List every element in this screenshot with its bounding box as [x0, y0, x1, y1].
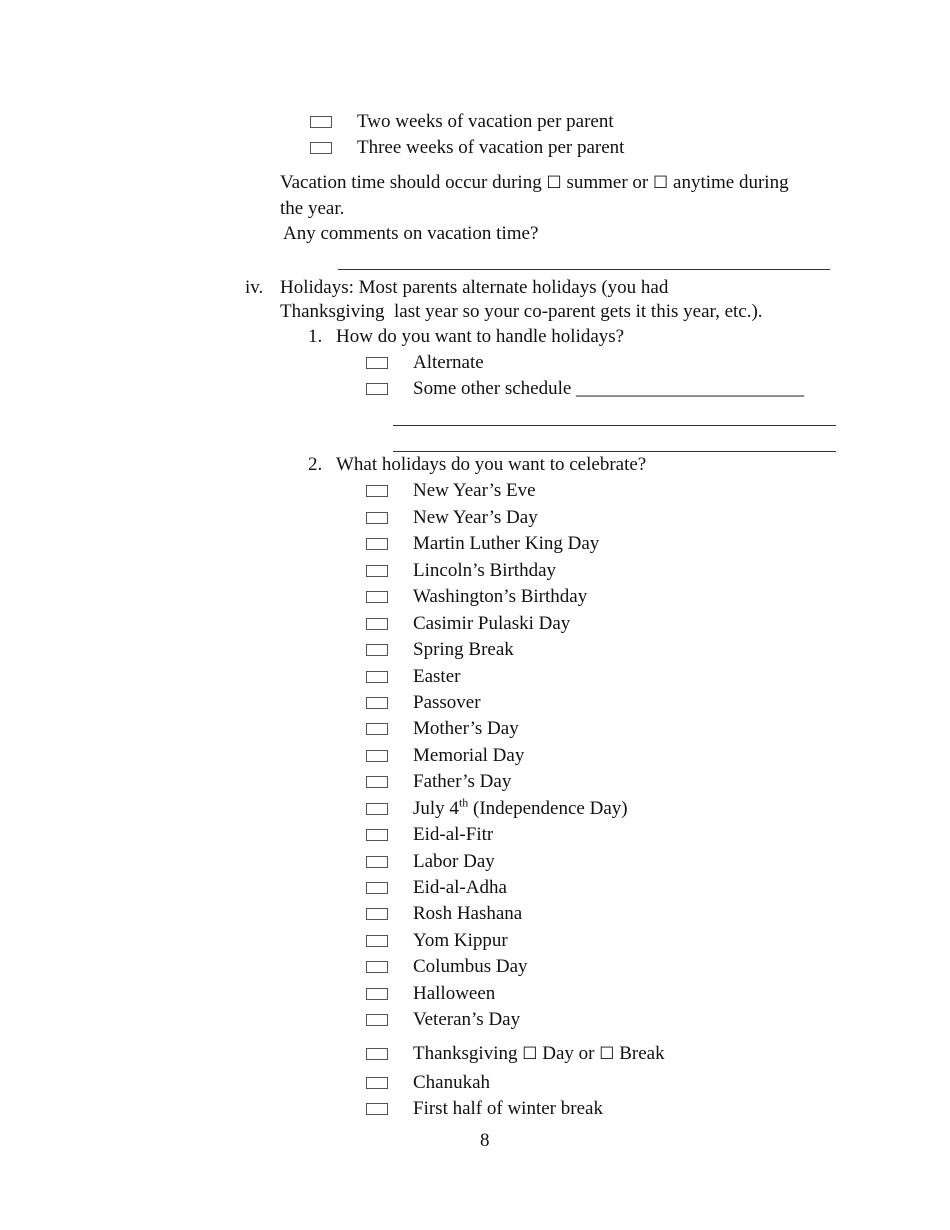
holiday-checkbox[interactable]	[366, 565, 388, 577]
other-schedule-line-2[interactable]	[393, 451, 836, 452]
holiday-checkbox[interactable]	[366, 671, 388, 683]
holiday-checkbox[interactable]	[366, 485, 388, 497]
holiday-checkbox[interactable]	[366, 512, 388, 524]
vacation-time-prefix: Vacation time should occur during	[280, 172, 542, 193]
summer-checkbox[interactable]: ☐	[546, 173, 562, 193]
thanksgiving-day-checkbox[interactable]: ☐	[522, 1044, 538, 1064]
holiday-first-half-winter-break: First half of winter break	[413, 1098, 603, 1119]
holiday-fathers-day: Father’s Day	[413, 771, 512, 792]
holiday-columbus-day: Columbus Day	[413, 956, 528, 977]
checkbox-two-weeks[interactable]	[310, 116, 332, 128]
holiday-mothers-day: Mother’s Day	[413, 718, 519, 739]
holiday-spring-break: Spring Break	[413, 639, 514, 660]
checkbox-alternate[interactable]	[366, 357, 388, 369]
holiday-checkbox[interactable]	[366, 644, 388, 656]
vacation-time-line-2: the year.	[280, 198, 345, 219]
holiday-checkbox[interactable]	[366, 935, 388, 947]
holiday-checkbox[interactable]	[366, 803, 388, 815]
question-2-text: What holidays do you want to celebrate?	[336, 454, 647, 475]
vacation-time-line	[280, 172, 789, 194]
holiday-checkbox[interactable]	[366, 829, 388, 841]
holiday-july-4th	[413, 795, 628, 820]
holiday-checkbox[interactable]	[366, 1048, 388, 1060]
question-1-text: How do you want to handle holidays?	[336, 326, 625, 347]
holiday-washingtons-birthday: Washington’s Birthday	[413, 586, 588, 607]
holiday-checkbox[interactable]	[366, 1077, 388, 1089]
holiday-yom-kippur: Yom Kippur	[413, 930, 508, 951]
holiday-checkbox[interactable]	[366, 856, 388, 868]
holiday-memorial-day: Memorial Day	[413, 745, 525, 766]
thanksgiving-break-label: Break	[619, 1043, 665, 1064]
holiday-checkbox[interactable]	[366, 723, 388, 735]
holiday-halloween: Halloween	[413, 983, 496, 1004]
holiday-checkbox[interactable]	[366, 961, 388, 973]
checkbox-three-weeks[interactable]	[310, 142, 332, 154]
holiday-checkbox[interactable]	[366, 1103, 388, 1115]
holiday-eid-al-adha: Eid-al-Adha	[413, 877, 507, 898]
section-numeral-iv: iv.	[245, 277, 264, 298]
holiday-checkbox[interactable]	[366, 1014, 388, 1026]
july4-post: (Independence Day)	[468, 798, 628, 819]
holiday-lincolns-birthday: Lincoln’s Birthday	[413, 560, 557, 581]
holiday-passover: Passover	[413, 692, 481, 713]
vacation-comments-line[interactable]	[338, 269, 830, 270]
holiday-checkbox[interactable]	[366, 591, 388, 603]
anytime-label: anytime during	[673, 172, 789, 193]
question-1-number: 1.	[308, 326, 323, 347]
holidays-intro-line-2: Thanksgiving last year so your co-parent gets it this year, etc.).	[280, 301, 763, 322]
holidays-intro-line-1: Holidays: Most parents alternate holidays (you had	[280, 277, 669, 298]
other-schedule-line-1[interactable]	[393, 425, 836, 426]
holiday-casimir-pulaski-day: Casimir Pulaski Day	[413, 613, 571, 634]
july4-pre: July 4	[413, 798, 459, 819]
option-three-weeks: Three weeks of vacation per parent	[357, 137, 625, 158]
holiday-labor-day: Labor Day	[413, 851, 495, 872]
holiday-checkbox[interactable]	[366, 908, 388, 920]
anytime-checkbox[interactable]: ☐	[653, 173, 669, 193]
holiday-eid-al-fitr: Eid-al-Fitr	[413, 824, 494, 845]
summer-label: summer or	[566, 172, 649, 193]
vacation-comments-prompt: Any comments on vacation time?	[283, 223, 539, 244]
july4-sup: th	[458, 795, 469, 810]
holiday-checkbox[interactable]	[366, 618, 388, 630]
holiday-new-years-day: New Year’s Day	[413, 507, 538, 528]
holiday-thanksgiving	[413, 1043, 665, 1065]
page-number: 8	[480, 1130, 490, 1151]
option-two-weeks: Two weeks of vacation per parent	[357, 111, 614, 132]
holiday-checkbox[interactable]	[366, 776, 388, 788]
holiday-mlk-day: Martin Luther King Day	[413, 533, 600, 554]
holiday-checkbox[interactable]	[366, 538, 388, 550]
thanksgiving-day-label: Day or	[542, 1043, 595, 1064]
holiday-checkbox[interactable]	[366, 750, 388, 762]
option-other-schedule: Some other schedule ________________________	[413, 378, 805, 399]
holiday-easter: Easter	[413, 666, 461, 687]
holiday-chanukah: Chanukah	[413, 1072, 491, 1093]
question-2-number: 2.	[308, 454, 323, 475]
checkbox-other-schedule[interactable]	[366, 383, 388, 395]
holiday-checkbox[interactable]	[366, 882, 388, 894]
thanksgiving-label: Thanksgiving	[413, 1043, 518, 1064]
holiday-rosh-hashana: Rosh Hashana	[413, 903, 523, 924]
holiday-checkbox[interactable]	[366, 697, 388, 709]
holiday-checkbox[interactable]	[366, 988, 388, 1000]
option-alternate: Alternate	[413, 352, 484, 373]
thanksgiving-break-checkbox[interactable]: ☐	[599, 1044, 615, 1064]
holiday-new-years-eve: New Year’s Eve	[413, 480, 536, 501]
holiday-veterans-day: Veteran’s Day	[413, 1009, 521, 1030]
